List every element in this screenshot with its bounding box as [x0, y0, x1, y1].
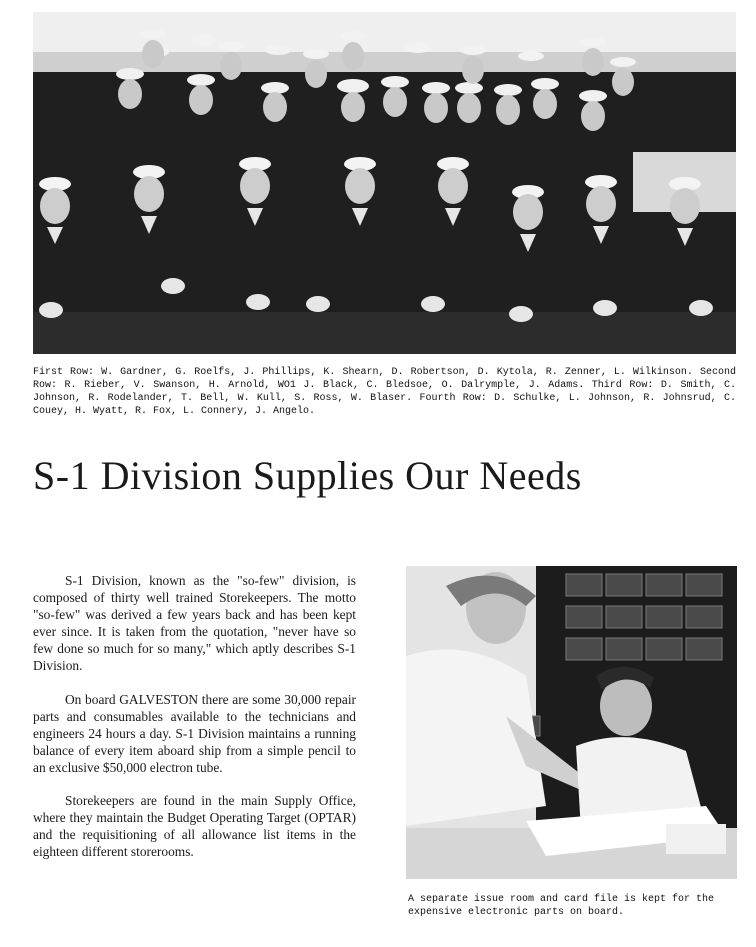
page-headline: S-1 Division Supplies Our Needs [33, 453, 582, 498]
article-paragraph: S-1 Division, known as the "so-few" division, is composed of thirty well trained Storekeepers. The motto "so-few" was derived a few years back and has been kept ever since. It is taken from the quotation, "never have so few done so much for so many," which aptly describes S-1 Division. [33, 573, 356, 674]
issue-room-photo-illustration [406, 566, 737, 879]
issue-room-photo-caption: A separate issue room and card file is kept for the expensive electronic parts on board. [408, 894, 715, 918]
group-photo-illustration [33, 12, 736, 354]
issue-room-photo [406, 566, 737, 879]
article-paragraph: Storekeepers are found in the main Supply Office, where they maintain the Budget Operating Target (OPTAR) and the requisitioning of all allowance list items in the eighteen different storerooms. [33, 793, 356, 860]
article-paragraph: On board GALVESTON there are some 30,000 repair parts and consumables available to the technicians and engineers 24 hours a day. S-1 Division maintains a running balance of every item aboard ship from a simple pencil to an exclusive $50,000 electron tube. [33, 691, 356, 775]
group-photo [33, 12, 736, 354]
group-photo-caption: First Row: W. Gardner, G. Roelfs, J. Phillips, K. Shearn, D. Robertson, D. Kytola, R. Zenner, L. Wilkinson. Second Row: R. Rieber, V. Swanson, H. Arnold, WO1 J. Black, C. Bledsoe, O. Dalrymple, J. Adams. Third Row: D. Smith, C. Johnson, R. Rodelander, T. Bell, W. Kull, S. Ross, W. Blaser. Fourth Row: D. Schulke, L. Johnson, R. Johnsrud, C. Couey, H. Wyatt, R. Fox, L. Connery, J. Angelo. [33, 367, 736, 417]
article-body [33, 572, 356, 876]
